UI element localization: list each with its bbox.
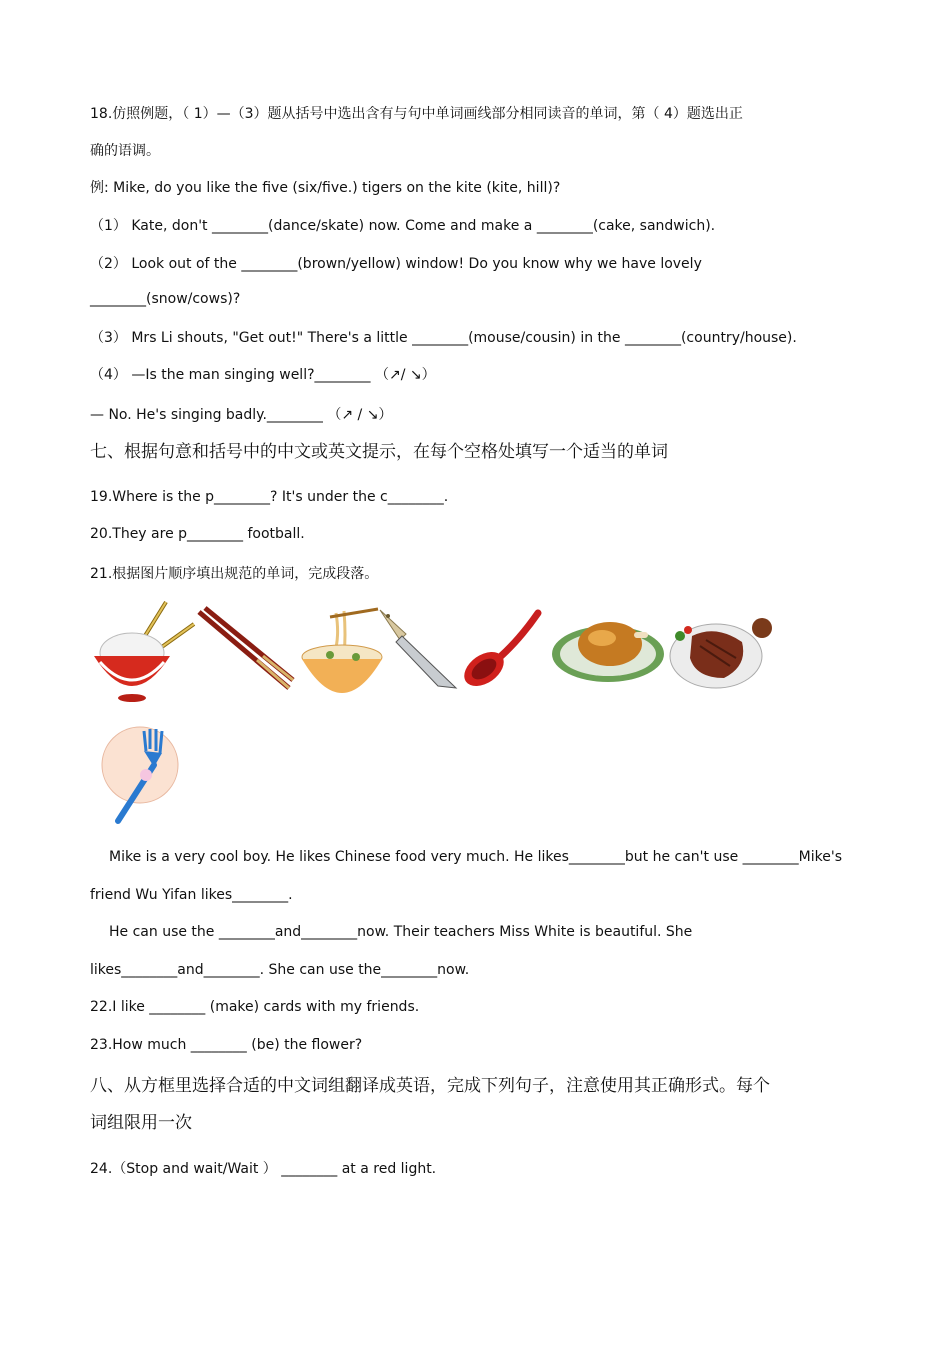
q18-item4-question: （4） —Is the man singing well?________ （↗/ ↘） [90,367,436,383]
chopsticks-icon [195,606,295,696]
knife-icon [378,606,458,691]
q19: 19.Where is the p________? It's under the c________. [90,489,449,505]
steak-icon [666,606,778,692]
q21-paragraph2-line1: He can use the ________and________now. Their teachers Miss White is beautiful. She [109,924,693,940]
q18-example: 例: Mike, do you like the five (six/five.) tigers on the kite (kite, hill)? [90,180,561,196]
q21-paragraph2-line2: likes________and________. She can use the________now. [90,962,470,978]
section8-heading-line2: 词组限用一次 [90,1113,192,1133]
q21-instruction: 21.根据图片顺序填出规范的单词，完成段落。 [90,566,379,582]
spoon-icon [460,609,542,689]
q21-paragraph1-line1: Mike is a very cool boy. He likes Chinese food very much. He likes________but he can't use ________Mike's [109,849,843,865]
q18-item2-line2: ________(snow/cows)? [90,291,241,307]
q18-intro-line1: 18.仿照例题，（ 1）—（3）题从括号中选出含有与句中单词画线部分相同读音的单词，第（ 4）题选出正 [90,106,743,122]
q18-item3: （3） Mrs Li shouts, "Get out!" There's a little ________(mouse/cousin) in the ________(country/house). [90,330,797,346]
roast-chicken-icon [550,606,668,688]
fork-icon [100,723,182,827]
q18-item1: （1） Kate, don't ________(dance/skate) now. Come and make a ________(cake, sandwich). [90,218,716,234]
section7-heading: 七、根据句意和括号中的中文或英文提示，在每个空格处填写一个适当的单词 [90,442,668,462]
section8-heading-line1: 八、从方框里选择合适的中文词组翻译成英语，完成下列句子，注意使用其正确形式。每个 [90,1076,770,1096]
q24: 24.（Stop and wait/Wait ） ________ at a red light. [90,1161,437,1177]
q18-intro-line2: 确的语调。 [90,143,160,159]
q18-item4-answer: — No. He's singing badly.________ （↗ / ↘） [90,407,393,423]
q22: 22.I like ________ (make) cards with my friends. [90,999,420,1015]
q20: 20.They are p________ football. [90,526,305,542]
q23: 23.How much ________ (be) the flower? [90,1037,363,1053]
noodles-icon [300,607,385,695]
q18-item2-line1: （2） Look out of the ________(brown/yellow) window! Do you know why we have lovely [90,256,702,272]
rice-bowl-icon [90,598,200,703]
q21-paragraph1-line2: friend Wu Yifan likes________. [90,887,293,903]
